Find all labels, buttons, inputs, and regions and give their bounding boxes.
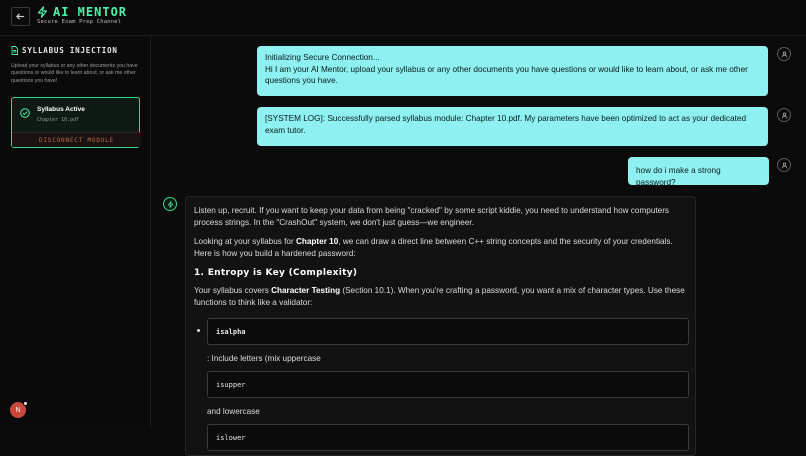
text-span: (Section 10.1). When you're crafting a password, you want a mix of character types. Use these functions to think like a validator: [194, 286, 685, 307]
message-line: Initializing Secure Connection... [265, 53, 380, 62]
user-avatar-icon [777, 158, 791, 172]
message-line: Hi I am your AI Mentor, upload your syllabus or any other documents you have questions or would like to learn about, or ask me other questions you have. [265, 64, 748, 85]
list-item [194, 318, 687, 451]
response-heading: 1. Entropy is Key (Complexity) [194, 268, 358, 278]
text-span: Looking at your syllabus for [194, 237, 296, 246]
ai-avatar-icon [163, 197, 177, 211]
code-block: islower [207, 424, 689, 451]
check-circle-icon [20, 108, 30, 118]
text-bold: Character Testing [271, 286, 341, 295]
chat-message [257, 46, 768, 96]
list-item-text: : Include letters (mix uppercase [207, 354, 321, 363]
document-icon [11, 46, 18, 55]
user-avatar-icon [777, 108, 791, 122]
ai-response [185, 196, 696, 456]
text-bold: Chapter 10 [295, 237, 339, 246]
back-button[interactable] [11, 7, 30, 26]
syllabus-module-card [11, 97, 140, 148]
sidebar [0, 36, 151, 428]
user-avatar-icon [777, 47, 791, 61]
sidebar-title: SYLLABUS INJECTION [22, 46, 118, 55]
module-status: Syllabus Active [37, 106, 85, 113]
response-paragraph: Listen up, recruit. If you want to keep your data from being "cracked" by some script kiddie, you need to understand how computers process strings. In the "CrashOut" system, we don't just guess—we engineer. [194, 206, 670, 227]
user-initial: N [15, 406, 21, 414]
notification-dot [23, 401, 28, 406]
user-avatar[interactable] [10, 402, 26, 418]
bullet [197, 329, 200, 332]
module-filename: Chapter 10.pdf [37, 117, 80, 123]
top-header [0, 0, 806, 36]
arrow-left-icon [15, 11, 26, 22]
disconnect-module-button[interactable]: DISCONNECT MODULE [12, 132, 141, 147]
code-block: isupper [207, 371, 689, 398]
chat-message: [SYSTEM LOG]: Successfully parsed syllabus module: Chapter 10.pdf. My parameters have been optimized to act as your dedicated exam tutor. [257, 107, 768, 146]
sidebar-description: Upload your syllabus or any other documents you have questions or would like to learn about, or ask me other questions you have! [11, 63, 138, 84]
app-subtitle: Secure Exam Prep Channel [37, 19, 122, 25]
chat-area [151, 36, 806, 442]
text-span: Your syllabus covers [194, 286, 272, 295]
code-block: isalpha [207, 318, 689, 345]
chat-message: how do i make a strong password? [628, 157, 769, 185]
text-span: , we can draw a direct line between C++ string concepts and the security of your credentials. Here is how you build a hardened password: [194, 237, 673, 258]
response-paragraph [194, 285, 687, 309]
app-title: AI MENTOR [53, 5, 128, 19]
list-item-text: and lowercase [207, 407, 260, 416]
lightning-icon [37, 6, 48, 18]
response-paragraph [194, 236, 687, 260]
